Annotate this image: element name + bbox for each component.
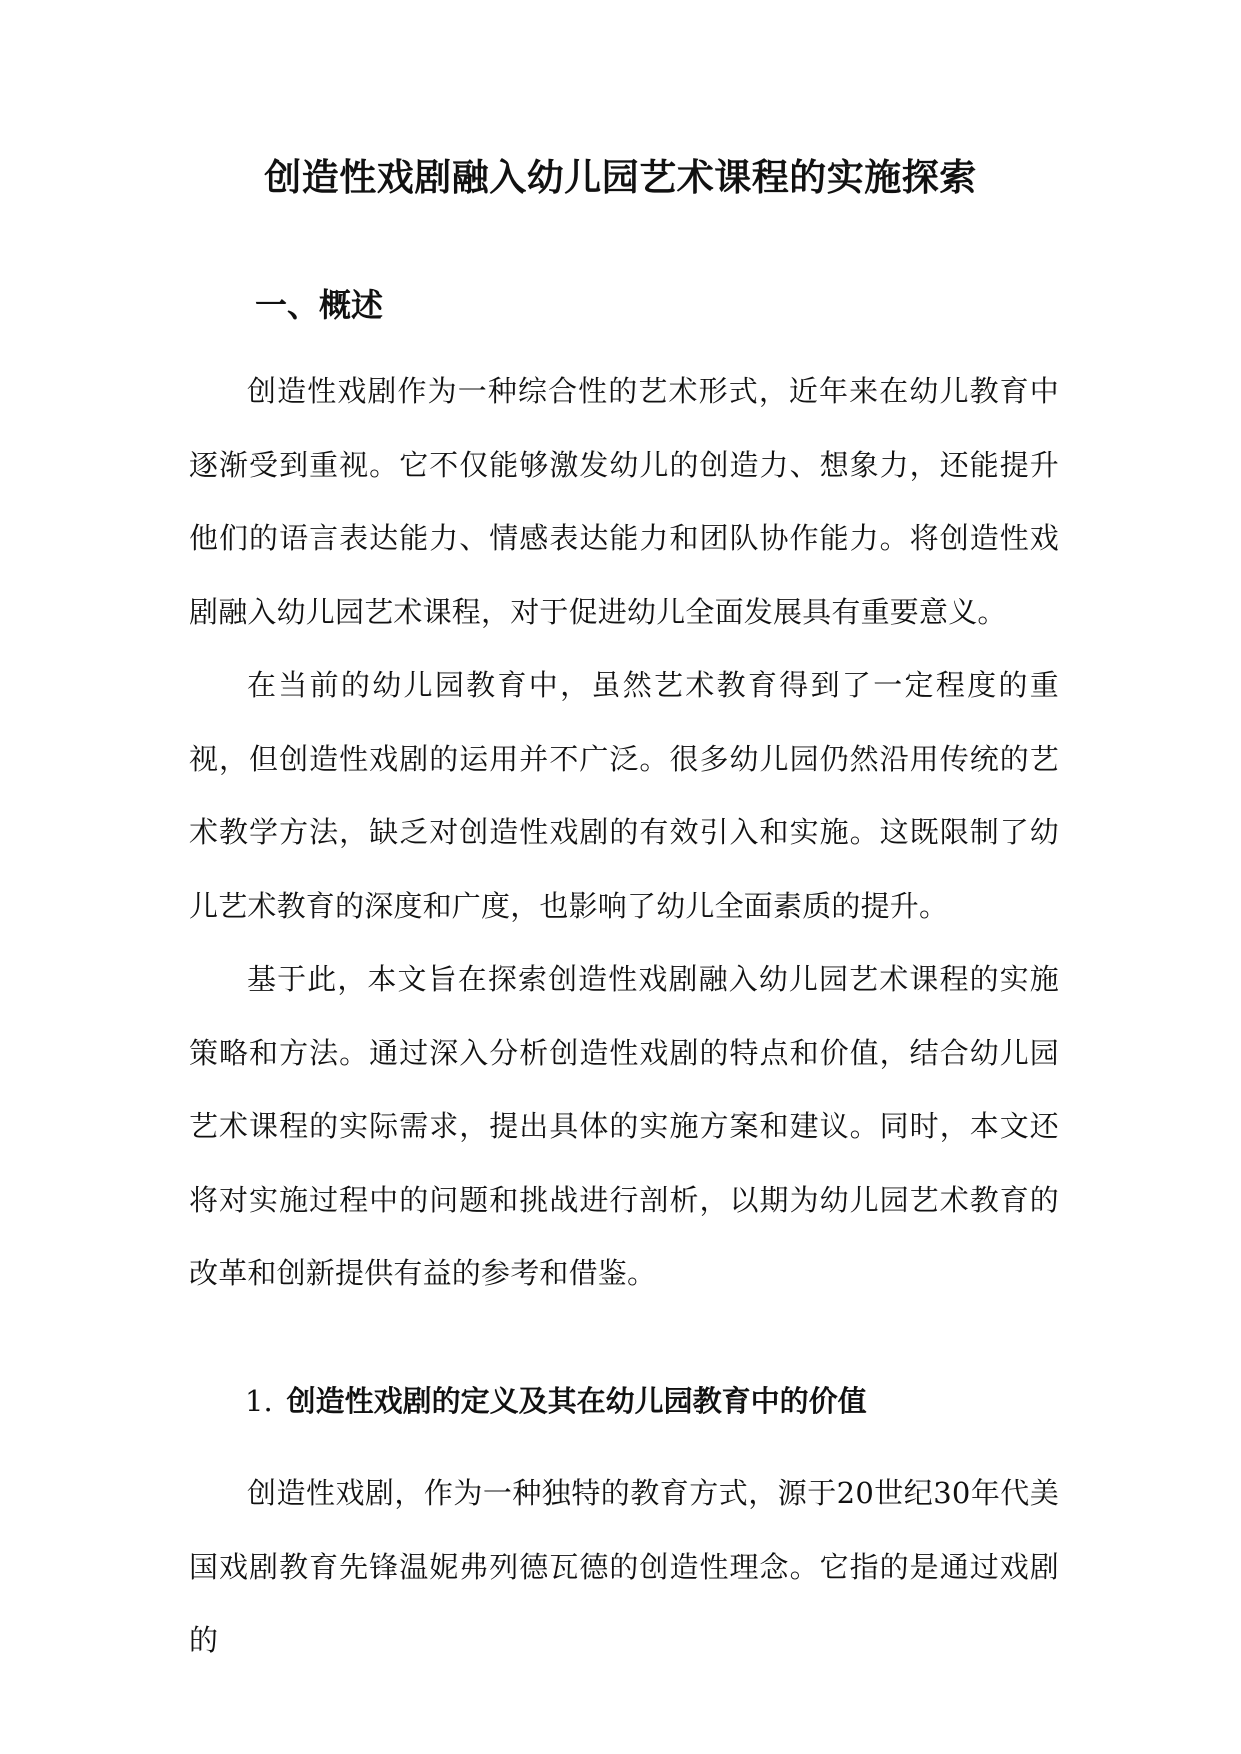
paragraph: 创造性戏剧作为一种综合性的艺术形式，近年来在幼儿教育中逐渐受到重视。它不仅能够激发幼儿的创造力、想象力，还能提升他们的语言表达能力、情感表达能力和团队协作能力。将创造性戏剧融入幼儿园艺术课程，对于促进幼儿全面发展具有重要意义。 [189, 374, 1059, 629]
document-title: 创造性戏剧融入幼儿园艺术课程的实施探索 [264, 155, 977, 199]
paragraph: 在当前的幼儿园教育中，虽然艺术教育得到了一定程度的重视，但创造性戏剧的运用并不广泛。很多幼儿园仍然沿用传统的艺术教学方法，缺乏对创造性戏剧的有效引入和实施。这既限制了幼儿艺术教育的深度和广度，也影响了幼儿全面素质的提升。 [189, 668, 1059, 923]
subsection-heading [245, 1379, 867, 1423]
subsection-title: 创造性戏剧的定义及其在幼儿园教育中的价值 [286, 1384, 867, 1418]
section-heading-overview: 一、概述 [255, 286, 384, 324]
paragraph: 创造性戏剧，作为一种独特的教育方式，源于20世纪30年代美国戏剧教育先锋温妮弗列德瓦德的创造性理念。它指的是通过戏剧的 [189, 1476, 1059, 1657]
subsection-number: 1. [245, 1384, 273, 1418]
paragraph: 基于此，本文旨在探索创造性戏剧融入幼儿园艺术课程的实施策略和方法。通过深入分析创造性戏剧的特点和价值，结合幼儿园艺术课程的实际需求，提出具体的实施方案和建议。同时，本文还将对实施过程中的问题和挑战进行剖析，以期为幼儿园艺术教育的改革和创新提供有益的参考和借鉴。 [189, 962, 1059, 1290]
